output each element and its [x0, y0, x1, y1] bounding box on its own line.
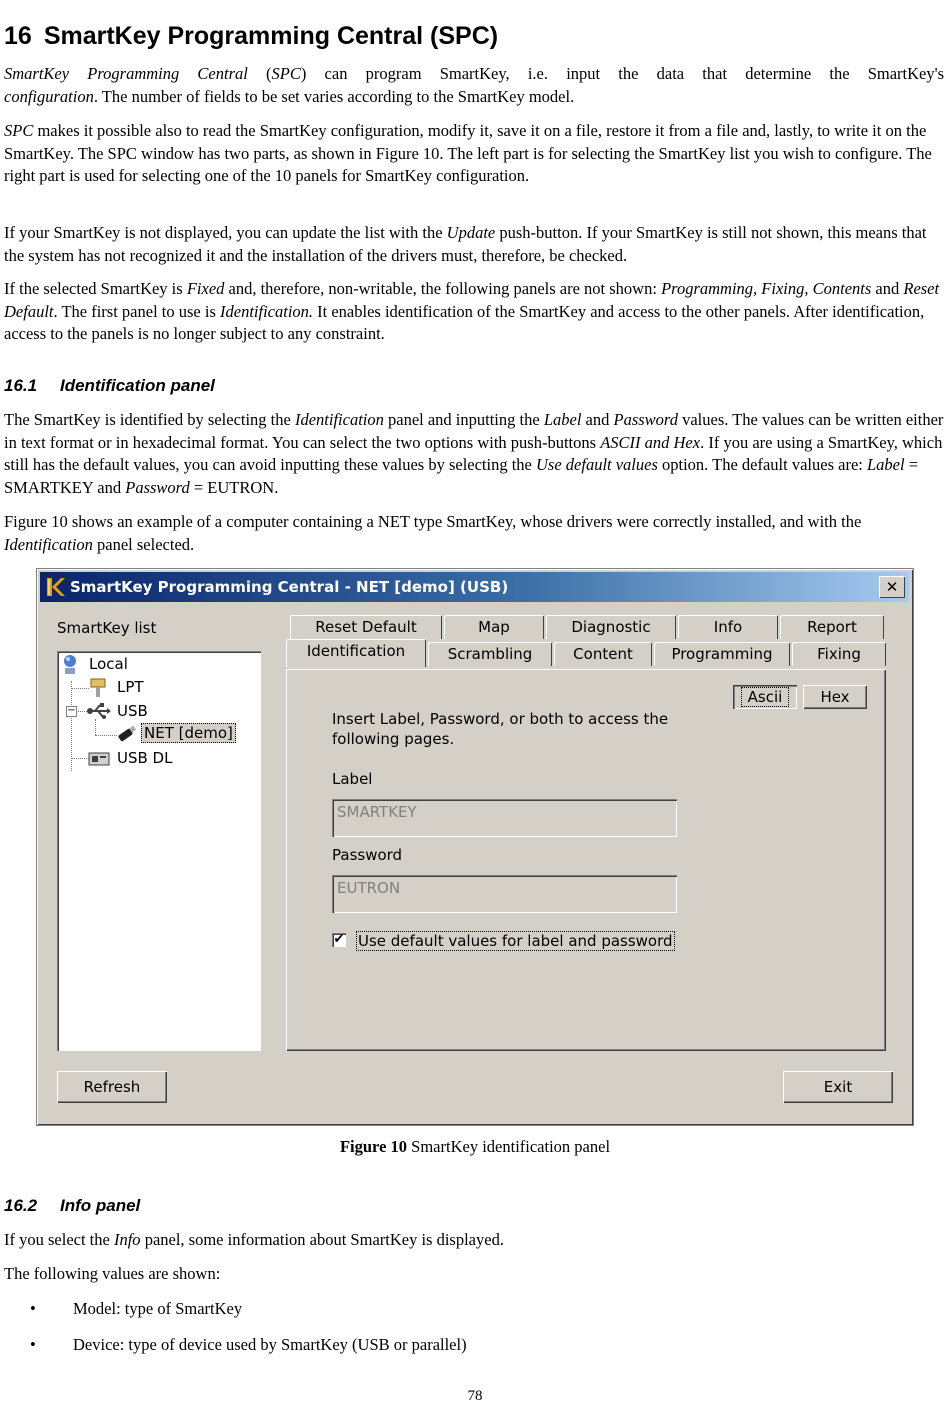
spc-window: [36, 568, 914, 1126]
paragraph-update: If your SmartKey is not displayed, you can update the list with the Update push-button. If your SmartKey is still not shown, this means that the system has not recognized it and the installation of the drivers must, therefore, be checked.: [4, 223, 927, 265]
page-number: 78: [467, 1388, 483, 1404]
subsection-heading-info: 16.2 Info panel: [4, 1196, 141, 1215]
paragraph-identification: The SmartKey is identified by selecting the Identification panel and inputting the Label and Password values. The values can be written either in text format or in hexadecimal format. You can select the two options with push-buttons ASCII and Hex. If you are using a SmartKey, which still has the default values, you can avoid inputting these values by selecting the Use default values option. The default values are: Label = SMARTKEY and Password = EUTRON.: [4, 410, 944, 497]
refresh-button[interactable]: Refresh: [57, 1071, 167, 1103]
page-title: [4, 22, 498, 51]
close-button[interactable]: ✕: [879, 576, 905, 598]
exit-button[interactable]: Exit: [783, 1071, 893, 1103]
password-input[interactable]: EUTRON: [332, 875, 677, 913]
tree-item-lpt[interactable]: LPT: [117, 678, 144, 696]
tree-line: [71, 688, 89, 689]
password-caption: Password: [332, 846, 403, 864]
section-title: SmartKey Programming Central (SPC): [43, 22, 499, 50]
identification-panel: [286, 669, 886, 1051]
smartkey-logo-icon: [44, 576, 66, 598]
local-computer-icon: [61, 654, 79, 676]
usb-key-icon: [115, 723, 137, 745]
paragraph-info: If you select the Info panel, some information about SmartKey is displayed.: [4, 1230, 504, 1249]
paragraph-figure-ref: Figure 10 shows an example of a computer containing a NET type SmartKey, whose drivers were correctly installed, and with the Identification panel selected.: [4, 512, 862, 554]
usb-dl-icon: [87, 749, 111, 769]
lpt-port-icon: [89, 677, 109, 699]
tab-info[interactable]: Info: [678, 615, 778, 639]
tab-content[interactable]: Content: [554, 642, 652, 666]
paragraph-values: The following values are shown:: [4, 1264, 221, 1283]
subsection-heading-identification: 16.1 Identification panel: [4, 376, 215, 395]
paragraph-spc: SPC makes it possible also to read the SmartKey configuration, modify it, save it on a file, restore it from a file and, lastly, to write it on the SmartKey. The SPC window has two parts, as shown in Figure 10. The left part is for selecting the SmartKey list you wish to configure. The right part is used for selecting one of the 10 panels for SmartKey configuration.: [4, 121, 932, 185]
tab-identification[interactable]: Identification: [286, 639, 426, 667]
title-bar: [40, 572, 909, 602]
tree-line: [95, 735, 117, 736]
tab-report[interactable]: Report: [780, 615, 884, 639]
tree-item-local[interactable]: Local: [89, 655, 128, 673]
tab-fixing[interactable]: Fixing: [792, 642, 886, 666]
label-caption: Label: [332, 770, 373, 788]
tree-item-usb[interactable]: USB: [117, 702, 148, 720]
tab-scrambling[interactable]: Scrambling: [428, 642, 552, 666]
window-title: SmartKey Programming Central - NET [demo] (USB): [70, 578, 509, 596]
section-number: 16: [4, 22, 32, 50]
figure-caption: Figure 10 SmartKey identification panel: [339, 1137, 611, 1156]
smartkey-tree[interactable]: [57, 651, 261, 1051]
hex-button[interactable]: Hex: [803, 685, 867, 709]
ascii-button[interactable]: Ascii: [733, 685, 797, 709]
tree-item-usb-dl[interactable]: USB DL: [117, 749, 173, 767]
paragraph-fixed: If the selected SmartKey is Fixed and, therefore, non-writable, the following panels are not shown: Programming, Fixing, Contents and Reset Default. The first panel to use is Identification. It enables identification of the SmartKey and access to the other panels. After identification, access to the panels is no longer subject to any constraint.: [4, 279, 940, 343]
use-default-checkbox[interactable]: ✔: [333, 932, 345, 947]
paragraph-intro: SmartKey Programming Central (SPC) can program SmartKey, i.e. input the data that determine the SmartKey's configuration. The number of fields to be set varies according to the SmartKey model.: [4, 64, 945, 106]
tab-map[interactable]: Map: [444, 615, 544, 639]
instructions-text: Insert Label, Password, or both to access the following pages.: [332, 710, 669, 748]
tab-diagnostic[interactable]: Diagnostic: [546, 615, 676, 639]
usb-icon: [87, 700, 111, 722]
tab-reset-default[interactable]: Reset Default: [290, 615, 442, 639]
smartkey-list-label: SmartKey list: [57, 619, 157, 637]
tab-programming[interactable]: Programming: [654, 642, 790, 666]
use-default-label[interactable]: Use default values for label and password: [358, 932, 673, 950]
tree-item-net-demo[interactable]: NET [demo]: [141, 724, 236, 742]
collapse-toggle[interactable]: −: [67, 705, 76, 716]
label-input[interactable]: SMARTKEY: [332, 799, 677, 837]
